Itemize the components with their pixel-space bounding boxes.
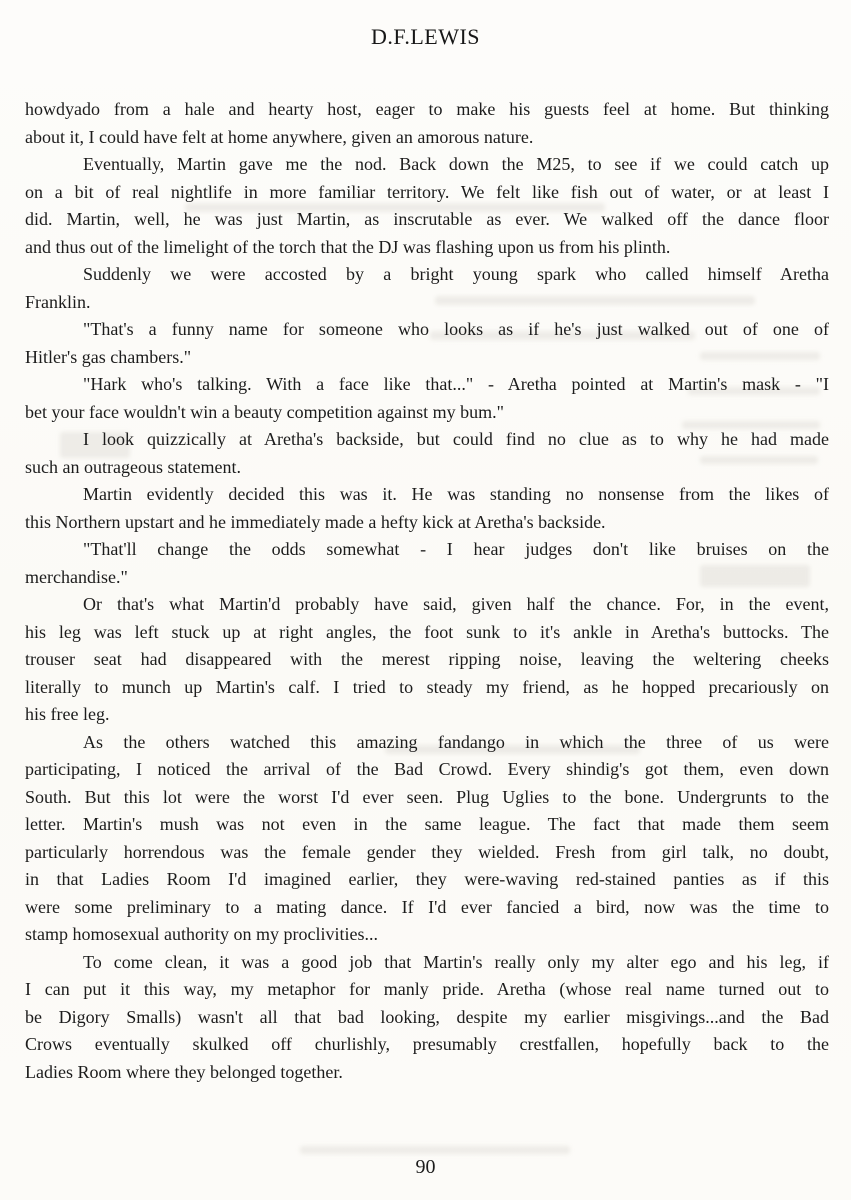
text-line: Ladies Room where they belonged together.: [25, 1061, 343, 1082]
text-line: on a bit of real nightlife in more familiar territory. We felt like fish out of water, or at least I: [25, 181, 829, 202]
text-line: were some preliminary to a mating dance. If I'd ever fancied a bird, now was the time to: [25, 896, 829, 917]
text-line: "Hark who's talking. With a face like that..." - Aretha pointed at Martin's mask - "I: [83, 374, 829, 394]
text-line: stamp homosexual authority on my proclivities...: [25, 924, 378, 944]
text-line: As the others watched this amazing fandango in which the three of us were: [83, 731, 829, 752]
text-line: literally to munch up Martin's calf. I tried to steady my friend, as he hopped precariously on: [25, 676, 829, 697]
page-title: D.F.LEWIS: [370, 24, 481, 49]
text-line: Eventually, Martin gave me the nod. Back down the M25, to see if we could catch up: [83, 154, 829, 174]
text-line: I can put it this way, my metaphor for manly pride. Aretha (whose real name turned out to: [25, 979, 829, 999]
text-line: this Northern upstart and he immediately made a hefty kick at Aretha's backside.: [25, 511, 606, 532]
text-line: Or that's what Martin'd probably have said, given half the chance. For, in the event,: [83, 594, 829, 614]
text-line: merchandise.": [25, 566, 128, 587]
text-line: Franklin.: [25, 291, 91, 312]
text-line: I look quizzically at Aretha's backside, but could find no clue as to why he had made: [83, 429, 829, 449]
text-line: his free leg.: [25, 704, 110, 724]
text-line: trouser seat had disappeared with the merest ripping noise, leaving the weltering cheeks: [25, 649, 829, 669]
text-line: and thus out of the limelight of the torch that the DJ was flashing upon us from his plinth.: [25, 236, 671, 257]
text-line: "That's a funny name for someone who looks as if he's just walked out of one of: [83, 319, 829, 339]
page-number: 90: [415, 1156, 436, 1178]
text-line: particularly horrendous was the female gender they wielded. Fresh from girl talk, no doubt,: [25, 841, 829, 862]
text-line: South. But this lot were the worst I'd ever seen. Plug Uglies to the bone. Undergrunts to the: [25, 786, 829, 807]
text-line: Crows eventually skulked off churlishly, presumably crestfallen, hopefully back to the: [25, 1034, 829, 1054]
text-line: did. Martin, well, he was just Martin, as inscrutable as ever. We walked off the dance floor: [25, 209, 829, 229]
text-line: Hitler's gas chambers.": [25, 346, 192, 367]
text-line: his leg was left stuck up at right angles, the foot sunk to it's ankle in Aretha's buttocks. The: [25, 621, 829, 642]
bleedthrough-smudge: [300, 1146, 570, 1154]
text-line: be Digory Smalls) wasn't all that bad looking, despite my earlier misgivings...and the Bad: [25, 1006, 829, 1027]
text-line: participating, I noticed the arrival of the Bad Crowd. Every shindig's got them, even down: [25, 759, 829, 779]
text-line: letter. Martin's mush was not even in the same league. The fact that made them seem: [25, 814, 829, 834]
text-line: bet your face wouldn't win a beauty competition against my bum.": [25, 401, 504, 422]
text-line: in that Ladies Room I'd imagined earlier, they were-waving red-stained panties as if this: [25, 869, 829, 889]
text-line: about it, I could have felt at home anywhere, given an amorous nature.: [25, 126, 534, 147]
text-line: Suddenly we were accosted by a bright young spark who called himself Aretha: [83, 264, 829, 284]
text-line: such an outrageous statement.: [25, 456, 241, 477]
text-line: Martin evidently decided this was it. He was standing no nonsense from the likes of: [83, 484, 829, 504]
text-line: "That'll change the odds somewhat - I hear judges don't like bruises on the: [83, 539, 829, 559]
text-line: howdyado from a hale and hearty host, eager to make his guests feel at home. But thinking: [25, 99, 829, 119]
text-line: To come clean, it was a good job that Martin's really only my alter ego and his leg, if: [83, 951, 829, 972]
story-text: [25, 96, 829, 1086]
